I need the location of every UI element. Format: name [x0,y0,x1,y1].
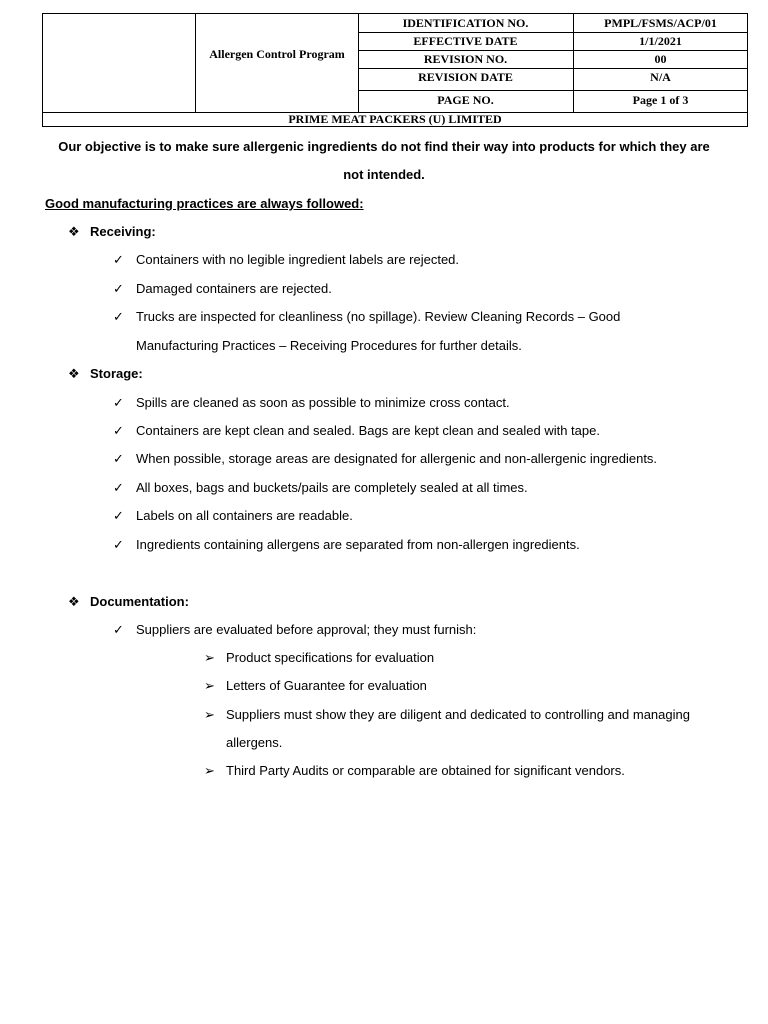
header-divider [195,14,196,112]
check-icon: ✓ [113,537,124,552]
storage-item: All boxes, bags and buckets/pails are completely sealed at all times. [136,480,528,495]
page-no-value: Page 1 of 3 [632,93,689,107]
storage-item: Ingredients containing allergens are separated from non-allergen ingredients. [136,537,580,552]
revision-date-value: N/A [650,70,671,84]
arrow-bullet-icon: ➢ [204,707,215,722]
check-icon: ✓ [113,395,124,410]
receiving-item: Trucks are inspected for cleanliness (no spillage). Review Cleaning Records – Good [136,309,621,324]
check-icon: ✓ [113,451,124,466]
effective-date-label: EFFECTIVE DATE [413,34,518,48]
page-no-label: PAGE NO. [437,93,494,107]
check-icon: ✓ [113,480,124,495]
identification-value: PMPL/FSMS/ACP/01 [604,16,717,30]
documentation-heading: Documentation: [90,594,189,609]
arrow-bullet-icon: ➢ [204,650,215,665]
check-icon: ✓ [113,622,124,637]
documentation-subitem-continued: allergens. [226,735,283,750]
company-name: PRIME MEAT PACKERS (U) LIMITED [288,112,502,126]
receiving-item: Damaged containers are rejected. [136,281,332,296]
check-icon: ✓ [113,281,124,296]
objective-line-2: not intended. [343,167,425,182]
documentation-item: Suppliers are evaluated before approval; they must furnish: [136,622,477,637]
revision-no-value: 00 [654,52,667,66]
documentation-subitem: Product specifications for evaluation [226,650,435,665]
check-icon: ✓ [113,508,124,523]
receiving-heading: Receiving: [90,224,156,239]
arrow-bullet-icon: ➢ [204,763,215,778]
diamond-bullet-icon: ❖ [68,224,80,239]
revision-date-label: REVISION DATE [418,70,513,84]
storage-heading: Storage: [90,366,143,381]
receiving-item-continued: Manufacturing Practices – Receiving Procedures for further details. [136,338,522,353]
objective-line-1: Our objective is to make sure allergenic ingredients do not find their way into products for which they are [58,139,710,154]
gmp-heading: Good manufacturing practices are always followed: [45,196,364,211]
document-title: Allergen Control Program [209,47,345,61]
arrow-bullet-icon: ➢ [204,678,215,693]
documentation-subitem: Letters of Guarantee for evaluation [226,678,427,693]
check-icon: ✓ [113,309,124,324]
documentation-subitem: Third Party Audits or comparable are obtained for significant vendors. [226,763,625,778]
diamond-bullet-icon: ❖ [68,594,80,609]
documentation-subitem: Suppliers must show they are diligent and dedicated to controlling and managing [226,707,690,722]
header-row-divider [358,90,747,91]
document-header-table [42,13,748,127]
storage-item: Containers are kept clean and sealed. Bags are kept clean and sealed with tape. [136,423,600,438]
diamond-bullet-icon: ❖ [68,366,80,381]
receiving-item: Containers with no legible ingredient labels are rejected. [136,252,460,267]
identification-label: IDENTIFICATION NO. [402,16,529,30]
revision-no-label: REVISION NO. [423,52,508,66]
storage-item: Spills are cleaned as soon as possible to minimize cross contact. [136,395,510,410]
check-icon: ✓ [113,252,124,267]
storage-item: When possible, storage areas are designated for allergenic and non-allergenic ingredients. [136,451,658,466]
storage-item: Labels on all containers are readable. [136,508,353,523]
effective-date-value: 1/1/2021 [639,34,682,48]
check-icon: ✓ [113,423,124,438]
